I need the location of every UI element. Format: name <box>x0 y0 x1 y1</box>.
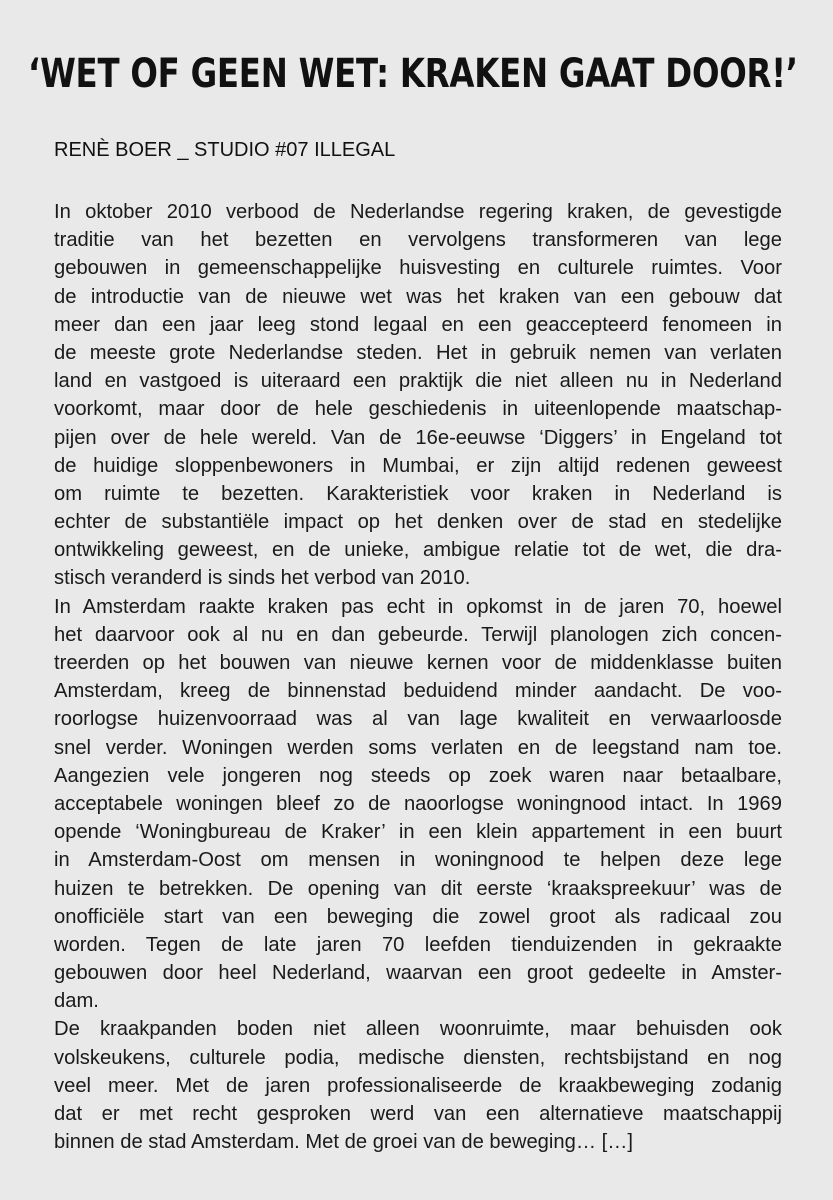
article-title: ‘WET OF GEEN WET: KRAKEN GAAT DOOR!’ <box>28 51 798 97</box>
body-line: gebouwen in gemeenschappelijke huisvesting en culturele ruimtes. Voor <box>54 257 782 280</box>
body-line: gebouwen door heel Nederland, waarvan een groot gedeelte in Amster- <box>54 962 782 985</box>
body-line: traditie van het bezetten en vervolgens transformeren van lege <box>54 229 782 252</box>
body-line: dam. <box>54 990 99 1013</box>
body-line: In Amsterdam raakte kraken pas echt in opkomst in de jaren 70, hoewel <box>54 595 782 618</box>
body-line: dat er met recht gesproken werd van een alternatieve maatschappij <box>54 1103 782 1125</box>
body-line: snel verder. Woningen werden soms verlaten en de leegstand nam toe. <box>54 736 782 759</box>
body-line: acceptabele woningen bleef zo de naoorlogse woningnood intact. In 1969 <box>54 792 782 815</box>
body-line: ontwikkeling geweest, en de unieke, ambigue relatie tot de wet, die dra- <box>54 539 782 562</box>
body-line: onofficiële start van een beweging die zowel groot als radicaal zou <box>54 905 782 928</box>
body-line: land en vastgoed is uiteraard een praktijk die niet alleen nu in Nederland <box>54 370 782 393</box>
body-line: Amsterdam, kreeg de binnenstad beduidend minder aandacht. De voo- <box>54 680 782 703</box>
body-line: de meeste grote Nederlandse steden. Het in gebruik nemen van verlaten <box>54 341 782 364</box>
body-line: De kraakpanden boden niet alleen woonruimte, maar behuisden ook <box>54 1018 782 1041</box>
body-line: roorlogse huizenvoorraad was al van lage kwaliteit en verwaarloosde <box>54 708 782 731</box>
body-line: stisch veranderd is sinds het verbod van 2010. <box>54 567 471 590</box>
body-line: pijen over de hele wereld. Van de 16e-eeuwse ‘Diggers’ in Engeland tot <box>54 426 782 449</box>
body-line: de huidige sloppenbewoners in Mumbai, er zijn altijd redenen geweest <box>54 454 782 477</box>
body-line: de introductie van de nieuwe wet was het kraken van een gebouw dat <box>54 285 782 308</box>
body-line: veel meer. Met de jaren professionaliseerde de kraakbeweging zodanig <box>54 1074 782 1097</box>
article-body <box>54 198 782 1156</box>
body-line: volskeukens, culturele podia, medische diensten, rechtsbijstand en nog <box>54 1046 782 1069</box>
body-line: het daarvoor ook al nu en dan gebeurde. Terwijl planologen zich concen- <box>54 623 782 646</box>
body-line: In oktober 2010 verbood de Nederlandse regering kraken, de gevestigde <box>54 201 782 223</box>
body-line: in Amsterdam-Oost om mensen in woningnood te helpen deze lege <box>54 849 782 872</box>
body-line: binnen de stad Amsterdam. Met de groei van de beweging… […] <box>54 1131 634 1154</box>
body-line: Aangezien vele jongeren nog steeds op zoek waren naar betaalbare, <box>54 764 782 787</box>
body-line: om ruimte te bezetten. Karakteristiek voor kraken in Nederland is <box>54 482 782 505</box>
body-line: treerden op het bouwen van nieuwe kernen voor de middenklasse buiten <box>54 652 782 674</box>
body-line: huizen te betrekken. De opening van dit eerste ‘kraakspreekuur’ was de <box>54 877 782 900</box>
body-line: meer dan een jaar leeg stond legaal en een geaccepteerd fenomeen in <box>54 313 782 336</box>
body-line: voorkomt, maar door de hele geschiedenis in uiteenlopende maatschap- <box>54 398 782 421</box>
article-byline: RENÈ BOER _ STUDIO #07 ILLEGAL <box>54 139 396 161</box>
body-line: worden. Tegen de late jaren 70 leefden tienduizenden in gekraakte <box>54 933 782 956</box>
body-line: echter de substantiële impact op het denken over de stad en stedelijke <box>54 511 782 534</box>
body-line: opende ‘Woningbureau de Kraker’ in een klein appartement in een buurt <box>54 821 782 844</box>
